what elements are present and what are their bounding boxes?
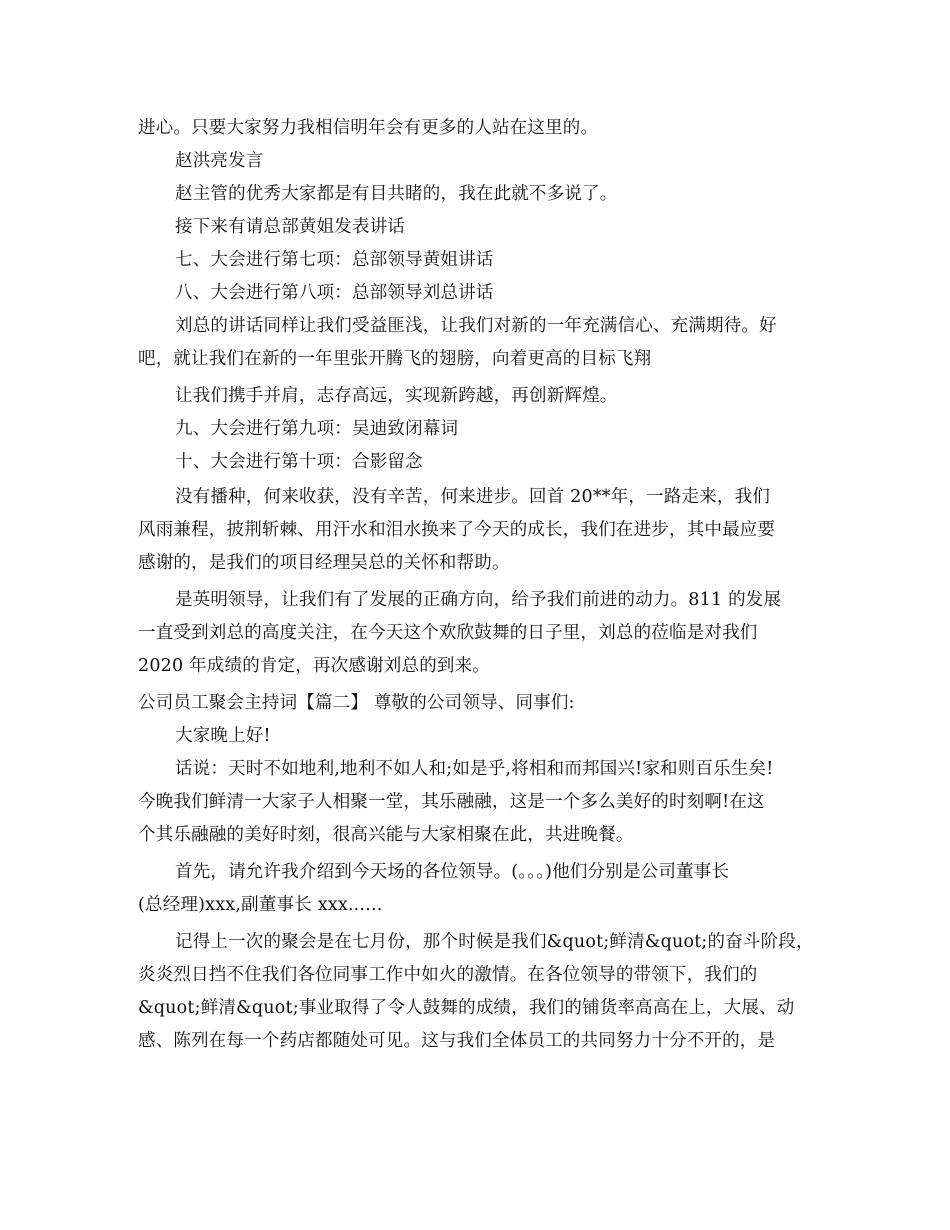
- text-line-11: 十、大会进行第十项：合影留念: [175, 452, 423, 472]
- text-line-6: 八、大会进行第八项：总部领导刘总讲话: [175, 283, 494, 303]
- text-line-5: 七、大会进行第七项：总部领导黄姐讲话: [175, 250, 494, 270]
- text-line-3: 赵主管的优秀大家都是有目共睹的，我在此就不多说了。: [175, 184, 618, 204]
- text-line-21: 今晚我们鲜清一大家子人相聚一堂，其乐融融，这是一个多么美好的时刻啊!在这: [138, 792, 765, 812]
- text-line-8: 吧，就让我们在新的一年里张开腾飞的翅膀，向着更高的目标飞翔: [138, 349, 652, 369]
- text-line-10: 九、大会进行第九项：吴迪致闭幕词: [175, 419, 459, 439]
- text-line-2: 赵洪亮发言: [175, 151, 264, 171]
- text-line-14: 感谢的，是我们的项目经理吴总的关怀和帮助。: [138, 553, 510, 573]
- text-line-20: 话说：天时不如地利,地利不如人和;如是乎,将相和而邦国兴!家和则百乐生矣!: [175, 759, 774, 779]
- text-line-26: 炎炎烈日挡不住我们各位同事工作中如火的激情。在各位领导的带领下，我们的: [138, 965, 758, 985]
- text-line-15: 是英明领导，让我们有了发展的正确方向，给予我们前进的动力。811 的发展: [175, 590, 782, 610]
- text-line-22: 个其乐融融的美好时刻，很高兴能与大家相聚在此，共进晚餐。: [138, 825, 634, 845]
- text-line-24: (总经理)xxx,副董事长 xxx......: [138, 895, 383, 915]
- text-line-13: 风雨兼程，披荆斩棘、用汗水和泪水换来了今天的成长，我们在进步，其中最应要: [138, 520, 776, 540]
- text-line-16: 一直受到刘总的高度关注，在今天这个欢欣鼓舞的日子里，刘总的莅临是对我们: [138, 623, 758, 643]
- text-line-9: 让我们携手并肩，志存高远，实现新跨越，再创新辉煌。: [175, 386, 618, 406]
- text-line-17: 2020 年成绩的肯定，再次感谢刘总的到来。: [138, 656, 490, 676]
- text-line-27: &quot;鲜清&quot;事业取得了令人鼓舞的成绩，我们的铺货率高高在上，大展、动: [138, 998, 795, 1018]
- text-line-28: 感、陈列在每一个药店都随处可见。这与我们全体员工的共同努力十分不开的，是: [138, 1031, 776, 1051]
- text-line-7: 刘总的讲话同样让我们受益匪浅，让我们对新的一年充满信心、充满期待。好: [175, 316, 777, 336]
- text-line-23: 首先，请允许我介绍到今天场的各位领导。(。。。)他们分别是公司董事长: [175, 862, 730, 882]
- text-line-18: 公司员工聚会主持词【篇二】 尊敬的公司领导、同事们:: [138, 693, 575, 713]
- text-line-4: 接下来有请总部黄姐发表讲话: [175, 217, 406, 237]
- text-line-1: 进心。只要大家努力我相信明年会有更多的人站在这里的。: [138, 118, 599, 138]
- text-line-12: 没有播种，何来收获，没有辛苦，何来进步。回首 20**年，一路走来，我们: [175, 487, 771, 507]
- text-line-19: 大家晚上好!: [175, 726, 271, 746]
- text-line-25: 记得上一次的聚会是在七月份，那个时候是我们&quot;鲜清&quot;的奋斗阶段，: [175, 932, 814, 952]
